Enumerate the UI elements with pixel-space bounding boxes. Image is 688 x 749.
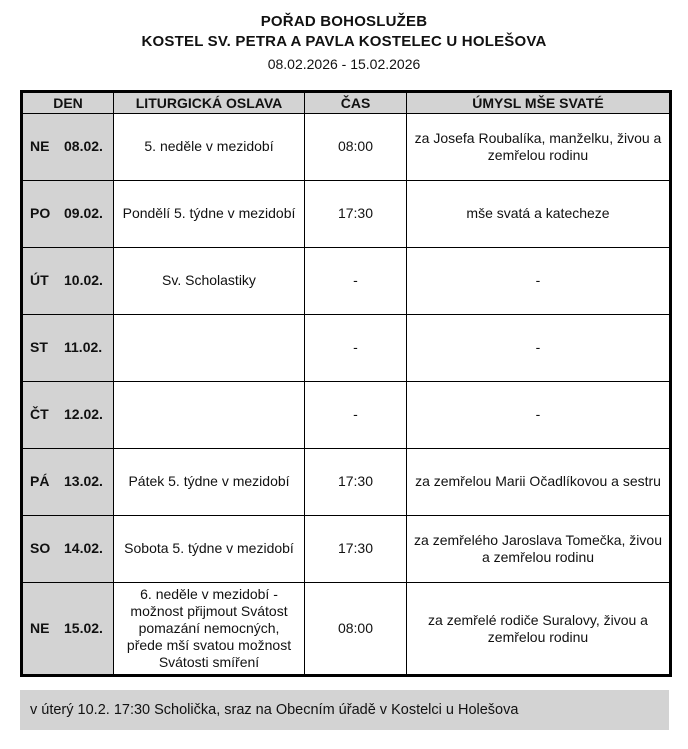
footer-note: v úterý 10.2. 17:30 Scholička, sraz na Obecním úřadě v Kostelci u Holešova xyxy=(20,690,669,730)
day-abbr: SO xyxy=(30,540,51,557)
intention-cell: mše svatá a katecheze xyxy=(407,181,671,248)
celebration-cell: Pondělí 5. týdne v mezidobí xyxy=(114,181,305,248)
title-block xyxy=(0,0,688,73)
day-cell xyxy=(22,583,114,676)
day-date: 13.02. xyxy=(64,473,103,490)
intention-cell: za Josefa Roubalíka, manželku, živou a zemřelou rodinu xyxy=(407,114,671,181)
header-row xyxy=(22,92,671,114)
intention-cell: - xyxy=(407,248,671,315)
celebration-cell: Sv. Scholastiky xyxy=(114,248,305,315)
col-header-celebration: LITURGICKÁ OSLAVA xyxy=(114,92,305,114)
celebration-cell: Sobota 5. týdne v mezidobí xyxy=(114,516,305,583)
table-row xyxy=(22,516,671,583)
church-title: KOSTEL SV. PETRA A PAVLA KOSTELEC U HOLEŠOVA xyxy=(141,32,547,50)
table-row xyxy=(22,315,671,382)
celebration-cell: 6. neděle v mezidobí - možnost přijmout Svátost pomazání nemocných, přede mší svatou možnost Svátosti smíření xyxy=(114,583,305,676)
day-cell xyxy=(22,449,114,516)
day-abbr: ÚT xyxy=(30,272,49,289)
day-date: 11.02. xyxy=(64,339,103,356)
table-row xyxy=(22,449,671,516)
day-cell xyxy=(22,114,114,181)
col-header-time: ČAS xyxy=(305,92,407,114)
table-row xyxy=(22,583,671,676)
day-abbr: ČT xyxy=(30,406,49,423)
day-date: 12.02. xyxy=(64,406,103,423)
day-date: 08.02. xyxy=(64,138,103,155)
day-cell xyxy=(22,382,114,449)
time-cell: 08:00 xyxy=(305,114,407,181)
col-header-day: DEN xyxy=(22,92,114,114)
time-cell: 17:30 xyxy=(305,516,407,583)
day-date: 10.02. xyxy=(64,272,103,289)
time-cell: 17:30 xyxy=(305,449,407,516)
page-title: POŘAD BOHOSLUŽEB xyxy=(260,13,428,30)
time-cell: 08:00 xyxy=(305,583,407,676)
time-cell: - xyxy=(305,382,407,449)
intention-cell: za zemřelé rodiče Suralovy, živou a zemřelou rodinu xyxy=(407,583,671,676)
time-cell: - xyxy=(305,315,407,382)
day-abbr: PÁ xyxy=(30,473,50,490)
day-abbr: ST xyxy=(30,339,48,356)
celebration-cell xyxy=(114,382,305,449)
table-row xyxy=(22,181,671,248)
table-row xyxy=(22,114,671,181)
day-date: 15.02. xyxy=(64,620,103,637)
col-header-intention: ÚMYSL MŠE SVATÉ xyxy=(407,92,671,114)
time-cell: - xyxy=(305,248,407,315)
day-abbr: NE xyxy=(30,138,50,155)
time-cell: 17:30 xyxy=(305,181,407,248)
day-cell xyxy=(22,315,114,382)
table-row xyxy=(22,248,671,315)
day-abbr: NE xyxy=(30,620,50,637)
intention-cell: - xyxy=(407,382,671,449)
day-abbr: PO xyxy=(30,205,51,222)
day-cell xyxy=(22,181,114,248)
day-cell xyxy=(22,516,114,583)
table-row xyxy=(22,382,671,449)
celebration-cell xyxy=(114,315,305,382)
day-date: 14.02. xyxy=(64,540,103,557)
celebration-cell: Pátek 5. týdne v mezidobí xyxy=(114,449,305,516)
day-cell xyxy=(22,248,114,315)
day-date: 09.02. xyxy=(64,205,103,222)
schedule-table xyxy=(20,90,672,677)
intention-cell: - xyxy=(407,315,671,382)
intention-cell: za zemřelého Jaroslava Tomečka, živou a zemřelou rodinu xyxy=(407,516,671,583)
date-range: 08.02.2026 - 15.02.2026 xyxy=(267,55,421,72)
intention-cell: za zemřelou Marii Očadlíkovou a sestru xyxy=(407,449,671,516)
celebration-cell: 5. neděle v mezidobí xyxy=(114,114,305,181)
schedule-body xyxy=(22,114,671,676)
